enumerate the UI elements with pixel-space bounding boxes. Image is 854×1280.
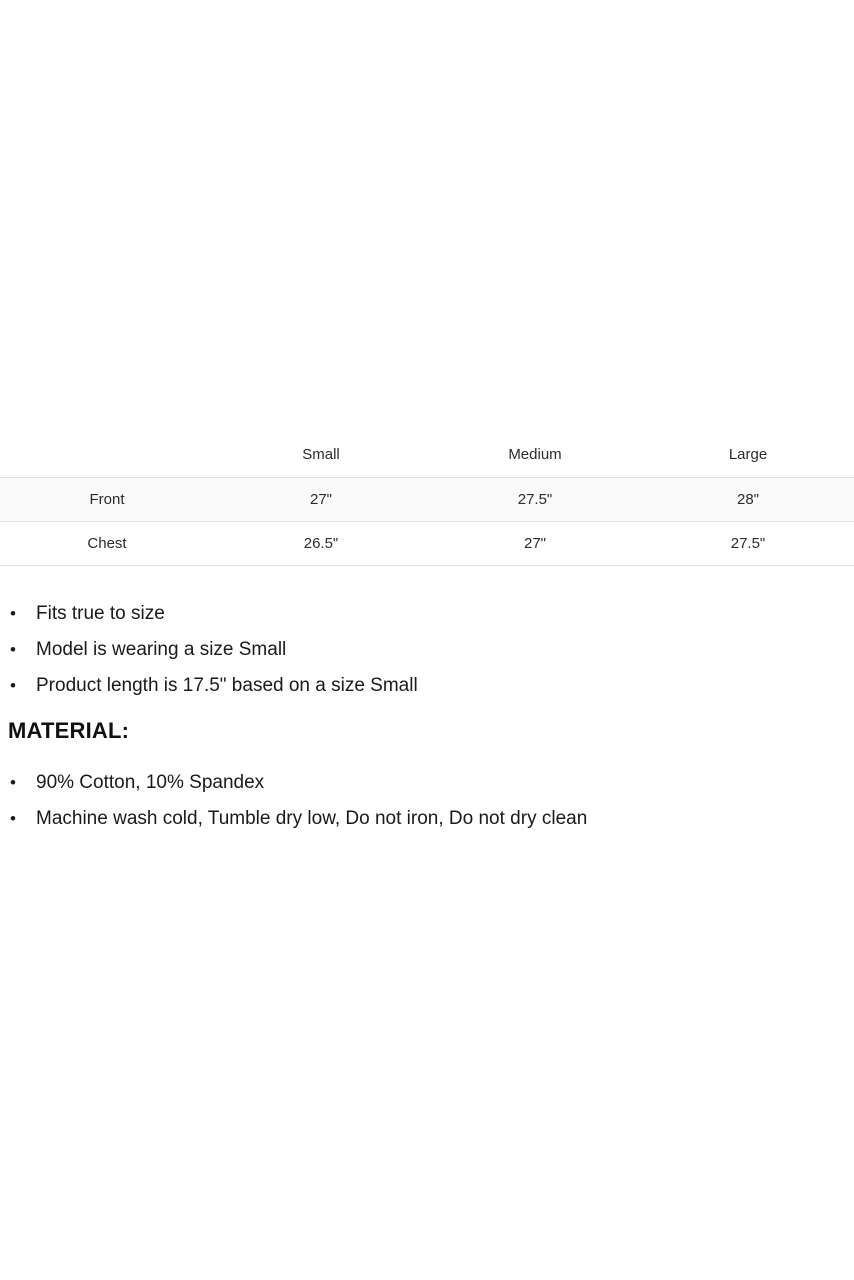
size-chart-header-medium: Medium bbox=[508, 446, 562, 463]
size-chart-header-row bbox=[0, 440, 854, 478]
bullet-icon: • bbox=[10, 676, 16, 695]
list-item bbox=[8, 765, 838, 801]
size-chart-container bbox=[0, 440, 854, 566]
size-chart-header-large: Large bbox=[728, 446, 768, 463]
row-label-chest: Chest bbox=[0, 522, 214, 566]
list-item bbox=[8, 596, 838, 632]
bullet-icon: • bbox=[10, 604, 16, 623]
row-label-front: Front bbox=[0, 478, 214, 522]
chest-medium-value: 27" bbox=[428, 522, 642, 566]
list-item bbox=[8, 632, 838, 668]
list-item bbox=[8, 801, 838, 837]
table-row bbox=[0, 522, 854, 566]
chest-small-value: 26.5" bbox=[214, 522, 428, 566]
fit-note-text: Model is wearing a size Small bbox=[36, 639, 287, 660]
size-chart-header-blank bbox=[0, 440, 214, 478]
material-item-text: 90% Cotton, 10% Spandex bbox=[36, 772, 265, 793]
fit-notes-list bbox=[8, 596, 838, 704]
fit-note-text: Fits true to size bbox=[36, 603, 165, 624]
chest-large-value: 27.5" bbox=[642, 522, 854, 566]
material-list bbox=[8, 765, 838, 837]
size-chart-header-small: Small bbox=[302, 446, 340, 463]
bullet-icon: • bbox=[10, 809, 16, 828]
front-small-value: 27" bbox=[214, 478, 428, 522]
front-medium-value: 27.5" bbox=[428, 478, 642, 522]
front-large-value: 28" bbox=[642, 478, 854, 522]
fit-note-text: Product length is 17.5" based on a size Small bbox=[36, 675, 418, 696]
table-row bbox=[0, 478, 854, 522]
list-item bbox=[8, 668, 838, 704]
bullet-icon: • bbox=[10, 773, 16, 792]
material-item-text: Machine wash cold, Tumble dry low, Do not iron, Do not dry clean bbox=[36, 808, 588, 829]
material-heading: MATERIAL: bbox=[8, 718, 130, 743]
size-chart-table bbox=[0, 440, 854, 566]
bullet-icon: • bbox=[10, 640, 16, 659]
